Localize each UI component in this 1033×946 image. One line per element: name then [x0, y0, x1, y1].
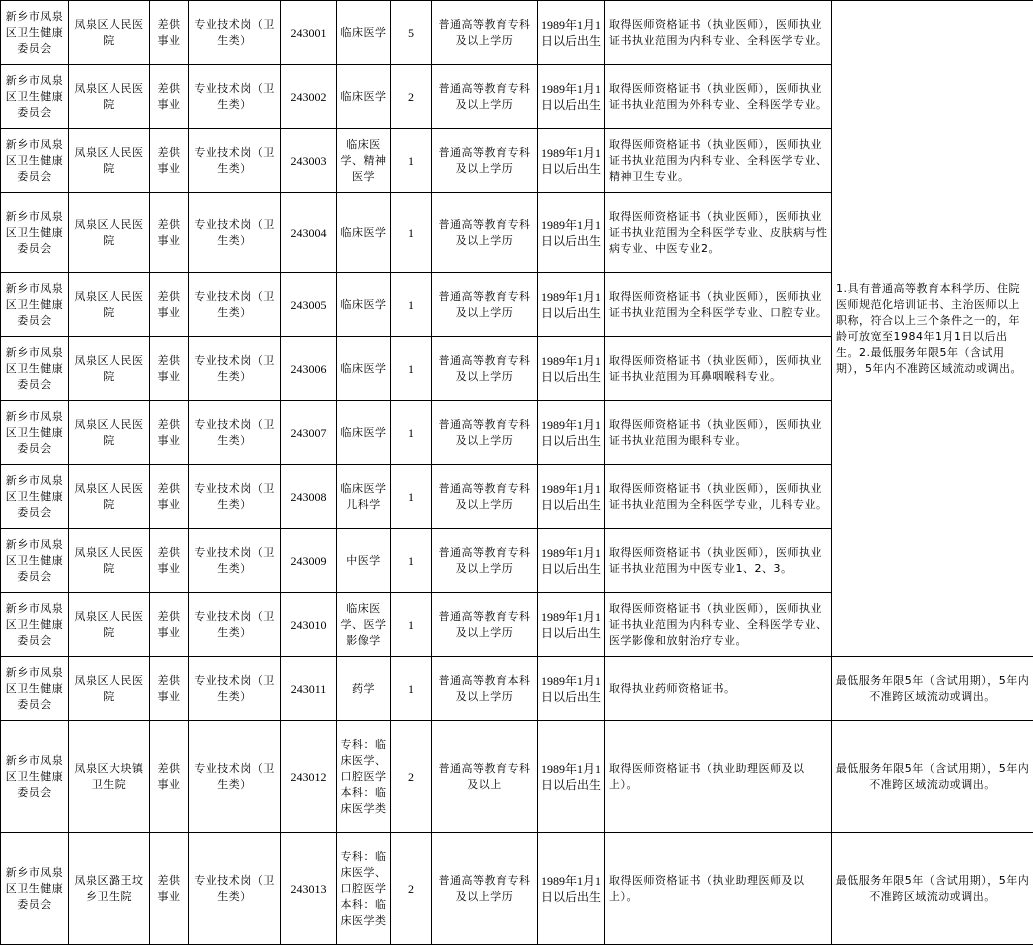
- code-cell: 243012: [281, 721, 337, 833]
- code-cell: 243010: [281, 593, 337, 657]
- count-cell: 1: [391, 337, 432, 401]
- unit-cell: 凤泉区潞王坟乡卫生院: [69, 833, 150, 945]
- edu-cell: 普通高等教育专科及以上学历: [432, 401, 538, 465]
- major-cell: 临床医学: [337, 193, 391, 273]
- birth-cell: 1989年1月1日以后出生: [538, 593, 605, 657]
- unit-cell: 凤泉区人民医院: [69, 273, 150, 337]
- condition-cell: 取得执业药师资格证书。: [605, 657, 832, 721]
- edu-cell: 普通高等教育专科及以上学历: [432, 529, 538, 593]
- unit-cell: 凤泉区人民医院: [69, 529, 150, 593]
- unit-cell: 凤泉区人民医院: [69, 337, 150, 401]
- dept-cell: 新乡市凤泉区卫生健康委员会: [1, 465, 69, 529]
- table-row: [1, 657, 1033, 721]
- table-row: [1, 833, 1033, 945]
- dept-cell: 新乡市凤泉区卫生健康委员会: [1, 273, 69, 337]
- type-cell: 差供事业: [150, 657, 189, 721]
- count-cell: 1: [391, 465, 432, 529]
- note-cell: 最低服务年限5年（含试用期），5年内不准跨区域流动或调出。: [832, 833, 1033, 945]
- unit-cell: 凤泉区人民医院: [69, 593, 150, 657]
- birth-cell: 1989年1月1日以后出生: [538, 273, 605, 337]
- dept-cell: 新乡市凤泉区卫生健康委员会: [1, 193, 69, 273]
- unit-cell: 凤泉区人民医院: [69, 401, 150, 465]
- condition-cell: 取得医师资格证书（执业医师），医师执业证书执业范围为全科医学专业、皮肤病与性病专业、中医专业2。: [605, 193, 832, 273]
- condition-cell: 取得医师资格证书（执业医师），医师执业证书执业范围为全科医学专业，儿科专业。: [605, 465, 832, 529]
- condition-cell: 取得医师资格证书（执业助理医师及以上）。: [605, 721, 832, 833]
- code-cell: 243002: [281, 65, 337, 129]
- major-cell: 中医学: [337, 529, 391, 593]
- birth-cell: 1989年1月1日以后出生: [538, 337, 605, 401]
- dept-cell: 新乡市凤泉区卫生健康委员会: [1, 129, 69, 193]
- note-cell: 最低服务年限5年（含试用期），5年内不准跨区域流动或调出。: [832, 721, 1033, 833]
- unit-cell: 凤泉区人民医院: [69, 193, 150, 273]
- type-cell: 差供事业: [150, 129, 189, 193]
- unit-cell: 凤泉区大块镇卫生院: [69, 721, 150, 833]
- type-cell: 差供事业: [150, 337, 189, 401]
- unit-cell: 凤泉区人民医院: [69, 465, 150, 529]
- count-cell: 2: [391, 721, 432, 833]
- count-cell: 5: [391, 1, 432, 65]
- major-cell: 临床医学、医学影像学: [337, 593, 391, 657]
- edu-cell: 普通高等教育专科及以上: [432, 721, 538, 833]
- unit-cell: 凤泉区人民医院: [69, 129, 150, 193]
- edu-cell: 普通高等教育专科及以上学历: [432, 337, 538, 401]
- major-cell: 临床医学: [337, 273, 391, 337]
- type-cell: 差供事业: [150, 833, 189, 945]
- birth-cell: 1989年1月1日以后出生: [538, 193, 605, 273]
- code-cell: 243005: [281, 273, 337, 337]
- dept-cell: 新乡市凤泉区卫生健康委员会: [1, 657, 69, 721]
- birth-cell: 1989年1月1日以后出生: [538, 129, 605, 193]
- count-cell: 1: [391, 401, 432, 465]
- post-cell: 专业技术岗（卫生类）: [189, 529, 281, 593]
- birth-cell: 1989年1月1日以后出生: [538, 465, 605, 529]
- edu-cell: 普通高等教育专科及以上学历: [432, 273, 538, 337]
- post-cell: 专业技术岗（卫生类）: [189, 465, 281, 529]
- birth-cell: 1989年1月1日以后出生: [538, 1, 605, 65]
- dept-cell: 新乡市凤泉区卫生健康委员会: [1, 529, 69, 593]
- major-cell: 专科：临床医学、口腔医学本科：临床医学类: [337, 721, 391, 833]
- major-cell: 临床医学: [337, 401, 391, 465]
- post-cell: 专业技术岗（卫生类）: [189, 129, 281, 193]
- dept-cell: 新乡市凤泉区卫生健康委员会: [1, 593, 69, 657]
- condition-cell: 取得医师资格证书（执业助理医师及以上）。: [605, 833, 832, 945]
- condition-cell: 取得医师资格证书（执业医师），医师执业证书执业范围为外科专业、全科医学专业。: [605, 65, 832, 129]
- type-cell: 差供事业: [150, 193, 189, 273]
- post-cell: 专业技术岗（卫生类）: [189, 833, 281, 945]
- note-cell: 最低服务年限5年（含试用期），5年内不准跨区域流动或调出。: [832, 657, 1033, 721]
- edu-cell: 普通高等教育专科及以上学历: [432, 1, 538, 65]
- post-cell: 专业技术岗（卫生类）: [189, 193, 281, 273]
- condition-cell: 取得医师资格证书（执业医师），医师执业证书执业范围为内科专业、全科医学专业、精神卫生专业。: [605, 129, 832, 193]
- post-cell: 专业技术岗（卫生类）: [189, 337, 281, 401]
- birth-cell: 1989年1月1日以后出生: [538, 721, 605, 833]
- condition-cell: 取得医师资格证书（执业医师），医师执业证书执业范围为眼科专业。: [605, 401, 832, 465]
- unit-cell: 凤泉区人民医院: [69, 1, 150, 65]
- type-cell: 差供事业: [150, 465, 189, 529]
- dept-cell: 新乡市凤泉区卫生健康委员会: [1, 1, 69, 65]
- major-cell: 临床医学: [337, 65, 391, 129]
- count-cell: 1: [391, 529, 432, 593]
- post-cell: 专业技术岗（卫生类）: [189, 721, 281, 833]
- major-cell: 药学: [337, 657, 391, 721]
- edu-cell: 普通高等教育专科及以上学历: [432, 65, 538, 129]
- type-cell: 差供事业: [150, 1, 189, 65]
- unit-cell: 凤泉区人民医院: [69, 657, 150, 721]
- major-cell: 临床医学: [337, 1, 391, 65]
- edu-cell: 普通高等教育专科及以上学历: [432, 193, 538, 273]
- post-cell: 专业技术岗（卫生类）: [189, 65, 281, 129]
- code-cell: 243011: [281, 657, 337, 721]
- birth-cell: 1989年1月1日以后出生: [538, 65, 605, 129]
- count-cell: 2: [391, 65, 432, 129]
- code-cell: 243008: [281, 465, 337, 529]
- major-cell: 专科：临床医学、口腔医学本科：临床医学类: [337, 833, 391, 945]
- edu-cell: 普通高等教育专科及以上学历: [432, 593, 538, 657]
- condition-cell: 取得医师资格证书（执业医师），医师执业证书执业范围为中医专业1、2、3。: [605, 529, 832, 593]
- dept-cell: 新乡市凤泉区卫生健康委员会: [1, 833, 69, 945]
- table-row: [1, 721, 1033, 833]
- merged-note-cell: 1.具有普通高等教育本科学历、住院医师规范化培训证书、主治医师以上职称，符合以上三个条件之一的，年龄可放宽至1984年1月1日以后出生。2.最低服务年限5年（含试用期），5年内不准跨区域流动或调出。: [832, 1, 1033, 657]
- birth-cell: 1989年1月1日以后出生: [538, 657, 605, 721]
- birth-cell: 1989年1月1日以后出生: [538, 401, 605, 465]
- condition-cell: 取得医师资格证书（执业医师），医师执业证书执业范围为耳鼻咽喉科专业。: [605, 337, 832, 401]
- major-cell: 临床医学、精神医学: [337, 129, 391, 193]
- type-cell: 差供事业: [150, 593, 189, 657]
- dept-cell: 新乡市凤泉区卫生健康委员会: [1, 401, 69, 465]
- unit-cell: 凤泉区人民医院: [69, 65, 150, 129]
- type-cell: 差供事业: [150, 721, 189, 833]
- birth-cell: 1989年1月1日以后出生: [538, 833, 605, 945]
- post-cell: 专业技术岗（卫生类）: [189, 657, 281, 721]
- count-cell: 1: [391, 193, 432, 273]
- dept-cell: 新乡市凤泉区卫生健康委员会: [1, 65, 69, 129]
- code-cell: 243013: [281, 833, 337, 945]
- type-cell: 差供事业: [150, 401, 189, 465]
- count-cell: 1: [391, 657, 432, 721]
- code-cell: 243001: [281, 1, 337, 65]
- post-cell: 专业技术岗（卫生类）: [189, 273, 281, 337]
- code-cell: 243009: [281, 529, 337, 593]
- dept-cell: 新乡市凤泉区卫生健康委员会: [1, 337, 69, 401]
- edu-cell: 普通高等教育专科及以上学历: [432, 833, 538, 945]
- edu-cell: 普通高等教育本科及以上学历: [432, 657, 538, 721]
- count-cell: 1: [391, 593, 432, 657]
- code-cell: 243004: [281, 193, 337, 273]
- count-cell: 1: [391, 273, 432, 337]
- code-cell: 243003: [281, 129, 337, 193]
- post-cell: 专业技术岗（卫生类）: [189, 1, 281, 65]
- condition-cell: 取得医师资格证书（执业医师），医师执业证书执业范围为内科专业、全科医学专业。: [605, 1, 832, 65]
- edu-cell: 普通高等教育专科及以上学历: [432, 465, 538, 529]
- code-cell: 243006: [281, 337, 337, 401]
- type-cell: 差供事业: [150, 273, 189, 337]
- major-cell: 临床医学 儿科学: [337, 465, 391, 529]
- table-row: [1, 1, 1033, 65]
- count-cell: 2: [391, 833, 432, 945]
- birth-cell: 1989年1月1日以后出生: [538, 529, 605, 593]
- count-cell: 1: [391, 129, 432, 193]
- edu-cell: 普通高等教育专科及以上学历: [432, 129, 538, 193]
- post-cell: 专业技术岗（卫生类）: [189, 593, 281, 657]
- condition-cell: 取得医师资格证书（执业医师），医师执业证书执业范围为全科医学专业、口腔专业。: [605, 273, 832, 337]
- major-cell: 临床医学: [337, 337, 391, 401]
- type-cell: 差供事业: [150, 529, 189, 593]
- code-cell: 243007: [281, 401, 337, 465]
- dept-cell: 新乡市凤泉区卫生健康委员会: [1, 721, 69, 833]
- condition-cell: 取得医师资格证书（执业医师），医师执业证书执业范围为内科专业、全科医学专业、医学影像和放射治疗专业。: [605, 593, 832, 657]
- post-cell: 专业技术岗（卫生类）: [189, 401, 281, 465]
- type-cell: 差供事业: [150, 65, 189, 129]
